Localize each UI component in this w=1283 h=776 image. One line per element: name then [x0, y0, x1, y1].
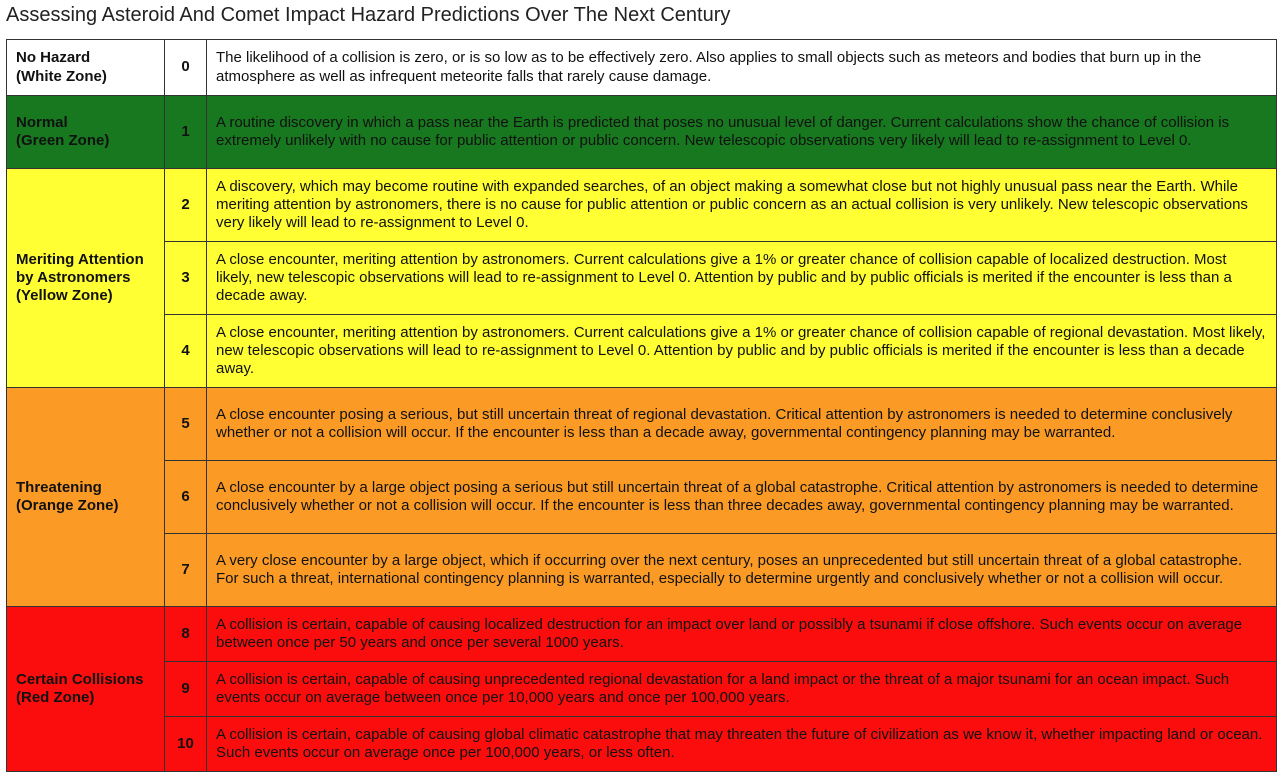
level-description: A very close encounter by a large object, which if occurring over the next century, poses an unprecedented but still uncertain threat of a global catastrophe. For such a threat, international contingency planning is warranted, especially to determine urgently and conclusively whether or not a collision will occur.	[207, 534, 1277, 607]
level-description: A close encounter, meriting attention by astronomers. Current calculations give a 1% or greater chance of collision capable of regional devastation. Most likely, new telescopic observations will lead to re-assignment to Level 0. Attention by public and by public officials is merited if the encounter is less than a decade away.	[207, 315, 1277, 388]
table-row	[7, 607, 1277, 662]
table-row	[7, 662, 1277, 717]
zone-label-white	[7, 40, 165, 96]
zone-name: Meriting Attention	[16, 250, 144, 268]
level-number: 10	[165, 717, 207, 772]
level-description: A collision is certain, capable of causing unprecedented regional devastation for a land impact or the threat of a major tsunami for an ocean impact. Such events occur on average between once per 10,000 years and once per 100,000 years.	[207, 662, 1277, 717]
zone-label-orange	[7, 388, 165, 607]
page-title: Assessing Asteroid And Comet Impact Hazard Predictions Over The Next Century	[6, 4, 731, 26]
zone-label-yellow	[7, 169, 165, 388]
level-number: 7	[165, 534, 207, 607]
level-description: The likelihood of a collision is zero, or is so low as to be effectively zero. Also applies to small objects such as meteors and bodies that burn up in the atmosphere as well as infrequent meteorite falls that rarely cause damage.	[207, 40, 1277, 96]
level-description: A discovery, which may become routine with expanded searches, of an object making a somewhat close but not highly unusual pass near the Earth. While meriting attention by astronomers, there is no cause for public attention or public concern as an actual collision is very unlikely. New telescopic observations very likely will lead to re-assignment to Level 0.	[207, 169, 1277, 242]
zone-name: Normal	[16, 113, 68, 131]
level-number: 8	[165, 607, 207, 662]
level-description: A routine discovery in which a pass near the Earth is predicted that poses no unusual level of danger. Current calculations show the chance of collision is extremely unlikely with no cause for public attention or public concern. New telescopic observations very likely will lead to re-assignment to Level 0.	[207, 96, 1277, 169]
zone-subname: (White Zone)	[16, 67, 107, 85]
level-number: 9	[165, 662, 207, 717]
level-description: A collision is certain, capable of causing localized destruction for an impact over land or possibly a tsunami if close offshore. Such events occur on average between once per 50 years and once per several 1000 years.	[207, 607, 1277, 662]
level-description: A close encounter posing a serious, but still uncertain threat of regional devastation. Critical attention by astronomers is needed to determine conclusively whether or not a collision will occur. If the encounter is less than a decade away, governmental contingency planning may be warranted.	[207, 388, 1277, 461]
table-row	[7, 534, 1277, 607]
zone-name: Certain Collisions	[16, 670, 144, 688]
level-number: 2	[165, 169, 207, 242]
table-row	[7, 169, 1277, 242]
table-row	[7, 242, 1277, 315]
table-row	[7, 461, 1277, 534]
hazard-scale-table	[6, 39, 1277, 772]
table-row	[7, 40, 1277, 96]
zone-label-green	[7, 96, 165, 169]
zone-name: Threatening	[16, 478, 102, 496]
zone-subname: (Green Zone)	[16, 132, 110, 149]
level-number: 5	[165, 388, 207, 461]
zone-subname: (Yellow Zone)	[16, 287, 113, 305]
zone-subname: (Red Zone)	[16, 689, 95, 706]
level-number: 3	[165, 242, 207, 315]
zone-label-red	[7, 607, 165, 772]
table-row	[7, 717, 1277, 772]
table-row	[7, 315, 1277, 388]
zone-subname: (Orange Zone)	[16, 497, 119, 514]
level-number: 0	[165, 40, 207, 96]
level-number: 1	[165, 96, 207, 169]
level-description: A close encounter by a large object posing a serious but still uncertain threat of a global catastrophe. Critical attention by astronomers is needed to determine conclusively whether or not a collision will occur. If the encounter is less than three decades away, governmental contingency planning may be warranted.	[207, 461, 1277, 534]
level-number: 4	[165, 315, 207, 388]
zone-name: No Hazard	[16, 49, 91, 67]
level-description: A collision is certain, capable of causing global climatic catastrophe that may threaten the future of civilization as we know it, whether impacting land or ocean. Such events occur on average once per 100,000 years, or less often.	[207, 717, 1277, 772]
level-number: 6	[165, 461, 207, 534]
table-row	[7, 388, 1277, 461]
zone-name-cont: by Astronomers	[16, 268, 131, 286]
table-row	[7, 96, 1277, 169]
level-description: A close encounter, meriting attention by astronomers. Current calculations give a 1% or greater chance of collision capable of localized destruction. Most likely, new telescopic observations will lead to re-assignment to Level 0. Attention by public and by public officials is merited if the encounter is less than a decade away.	[207, 242, 1277, 315]
